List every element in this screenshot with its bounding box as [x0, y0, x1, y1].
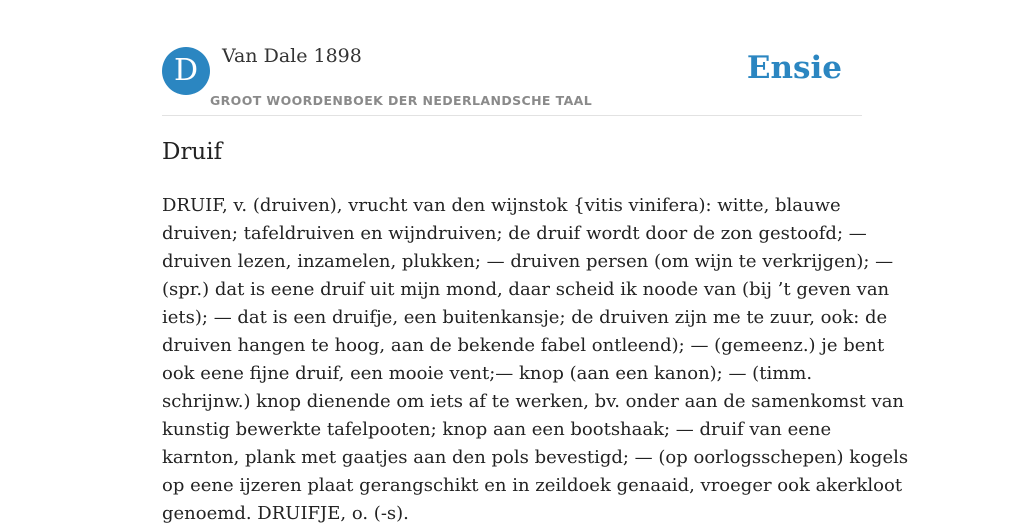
definition-line: genoemd. DRUIFJE, o. (-s). — [162, 503, 409, 524]
definition-line: ook eene fijne druif, een mooie vent;— knop (aan een kanon); — (timm. — [162, 363, 813, 384]
dictionary-logo-icon[interactable]: D — [162, 47, 210, 95]
entry-definition — [162, 192, 909, 528]
definition-line: schrijnw.) knop dienende om iets af te werken, bv. onder aan de samenkomst van — [162, 391, 905, 412]
definition-line: (spr.) dat is eene druif uit mijn mond, daar scheid ik noode van (bij ’t geven van — [162, 279, 890, 300]
definition-line: druiven; tafeldruiven en wijndruiven; de druif wordt door de zon gestoofd; — — [162, 223, 867, 244]
definition-line: DRUIF, v. (druiven), vrucht van den wijnstok {vitis vinifera): witte, blauwe — [162, 195, 841, 216]
ensie-logo[interactable]: Ensie — [746, 50, 842, 86]
dictionary-title[interactable]: Van Dale 1898 — [222, 45, 362, 67]
dictionary-header — [162, 0, 862, 116]
dictionary-subtitle: GROOT WOORDENBOEK DER NEDERLANDSCHE TAAL — [210, 93, 593, 108]
definition-line: karnton, plank met gaatjes aan den pols bevestigd; — (op oorlogsschepen) kogels — [162, 447, 909, 468]
definition-line: druiven lezen, inzamelen, plukken; — druiven persen (om wijn te verkrijgen); — — [162, 251, 894, 272]
definition-line: op eene ijzeren plaat gerangschikt en in zeildoek genaaid, vroeger ook akerkloot — [162, 475, 903, 496]
definition-line: druiven hangen te hoog, aan de bekende fabel ontleend); — (gemeenz.) je bent — [162, 335, 885, 356]
entry-title: Druif — [162, 139, 223, 165]
definition-line: kunstig bewerkte tafelpooten; knop aan een bootshaak; — druif van eene — [162, 419, 832, 440]
definition-line: iets); — dat is een druifje, een buitenkansje; de druiven zijn me te zuur, ook: de — [162, 307, 888, 328]
